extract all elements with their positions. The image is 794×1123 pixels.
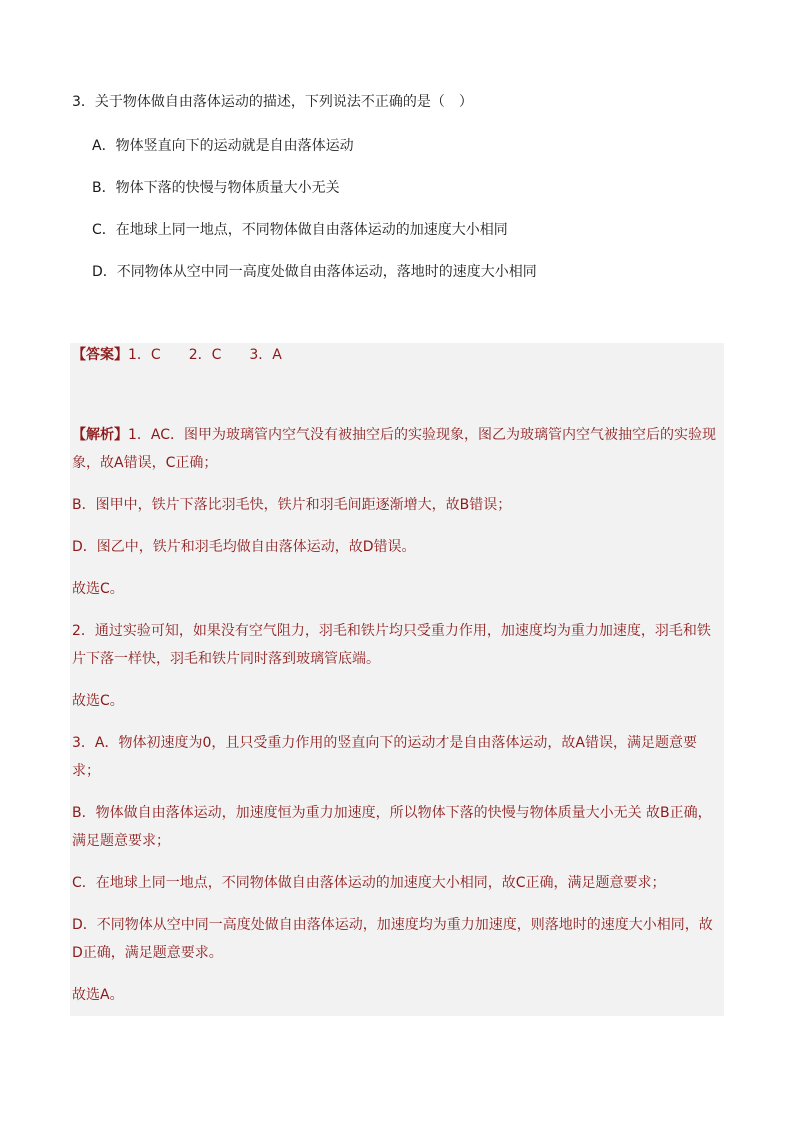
question-stem: 3．关于物体做自由落体运动的描述，下列说法不正确的是（ ） [72, 94, 473, 110]
answer-2: 2．C [188, 347, 222, 363]
option-d: D．不同物体从空中同一高度处做自由落体运动，落地时的速度大小相同 [92, 264, 537, 280]
answer-line [72, 343, 720, 367]
analysis-paragraph-5: 2．通过实验可知，如果没有空气阻力，羽毛和铁片均只受重力作用，加速度均为重力加速度，羽毛和铁片下落一样快，羽毛和铁片同时落到玻璃管底端。 [72, 623, 711, 667]
question-3 [72, 90, 732, 284]
analysis-paragraph-10: D．不同物体从空中同一高度处做自由落体运动，加速度均为重力加速度，则落地时的速度大小相同，故D正确，满足题意要求。 [72, 917, 713, 961]
analysis-paragraph-9: C．在地球上同一地点，不同物体做自由落体运动的加速度大小相同，故C正确，满足题意要求； [72, 875, 666, 891]
analysis-paragraph-11: 故选A。 [72, 987, 124, 1003]
analysis-paragraph-7: 3．A．物体初速度为0，且只受重力作用的竖直向下的运动才是自由落体运动，故A错误，满足题意要求； [72, 735, 697, 779]
analysis-paragraph-8: B．物体做自由落体运动，加速度恒为重力加速度，所以物体下落的快慢与物体质量大小无关 故B正确，满足题意要求； [72, 805, 712, 849]
answer-analysis-box [70, 343, 724, 1016]
analysis-paragraph-6: 故选C。 [72, 693, 124, 709]
analysis-paragraph-4: 故选C。 [72, 581, 124, 597]
analysis-paragraph-2: B．图甲中，铁片下落比羽毛快，铁片和羽毛间距逐渐增大，故B错误； [72, 497, 512, 513]
analysis-paragraph-3: D．图乙中，铁片和羽毛均做自由落体运动，故D错误。 [72, 539, 416, 555]
answer-1: 1．C [128, 347, 161, 363]
option-b: B．物体下落的快慢与物体质量大小无关 [92, 180, 340, 196]
answer-3: 3．A [249, 347, 282, 363]
option-c: C．在地球上同一地点，不同物体做自由落体运动的加速度大小相同 [92, 222, 508, 238]
analysis-text-1: 1．AC．图甲为玻璃管内空气没有被抽空后的实验现象，图乙为玻璃管内空气被抽空后的实验现象，故A错误，C正确； [72, 427, 717, 471]
analysis-label: 【解析】 [72, 427, 128, 443]
answer-label: 【答案】 [72, 347, 128, 363]
analysis-paragraph-1 [72, 421, 720, 477]
option-a: A．物体竖直向下的运动就是自由落体运动 [92, 138, 354, 154]
